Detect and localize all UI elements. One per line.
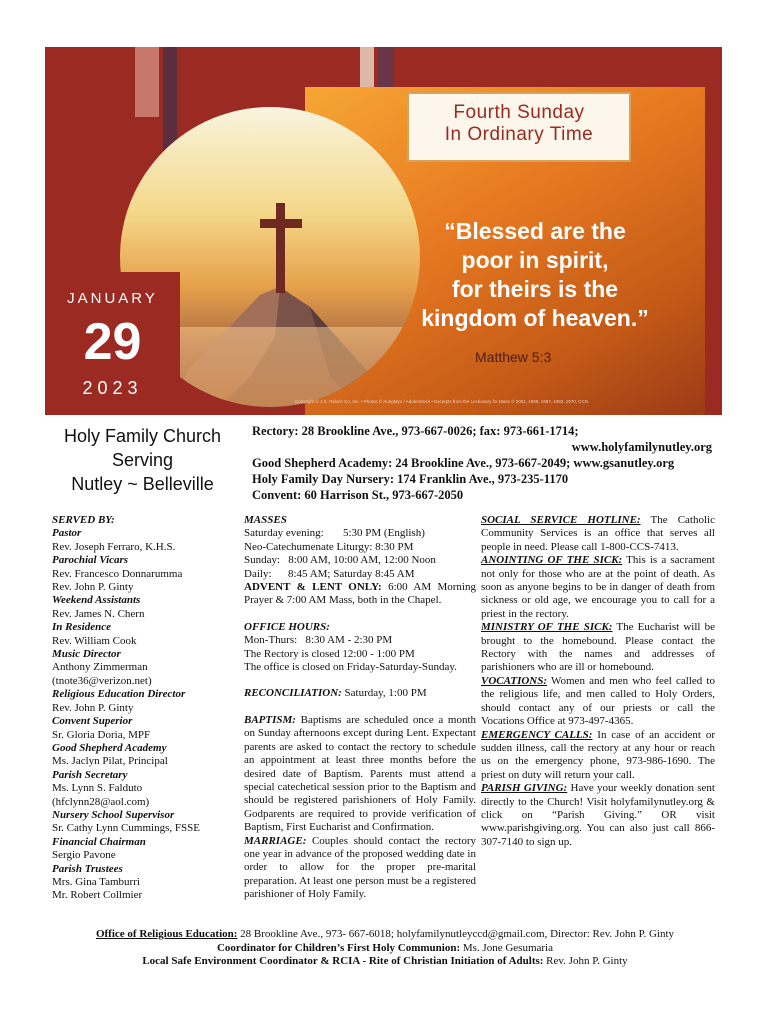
role-label: Pastor xyxy=(52,527,82,540)
safe-text: Rev. John P. Ginty xyxy=(543,955,628,967)
staff-name: Rev. Francesco Donnarumma xyxy=(52,567,183,580)
convent-address: Convent: 60 Harrison St., 973-667-2050 xyxy=(252,488,464,502)
reconciliation-note xyxy=(244,687,476,700)
reconciliation-label: RECONCILIATION: xyxy=(244,687,342,700)
sick-ministry-text: The Eucharist will be brought to the homebound. Please contact the Rectory with the names and addresses of parishioners who are ill or homebound. xyxy=(481,621,715,674)
emergency-label: EMERGENCY CALLS: xyxy=(481,728,593,741)
date-month: JANUARY xyxy=(67,290,158,307)
staff-email: (tnote36@verizon.net) xyxy=(52,674,152,687)
safe-label: Local Safe Environment Coordinator & RCIA - Rite of Christian Initiation of Adults: xyxy=(142,955,544,967)
academy-address: Good Shepherd Academy: 24 Brookline Ave., 973-667-2049; www.gsanutley.org xyxy=(252,456,675,470)
hotline-note xyxy=(481,514,715,554)
staff-name: Anthony Zimmerman xyxy=(52,661,148,674)
staff-name: Ms. Jaclyn Pilat, Principal xyxy=(52,755,168,768)
schedule-column xyxy=(244,514,476,902)
communion-coordinator xyxy=(45,942,725,956)
staff-column xyxy=(52,514,242,903)
staff-name: Sr. Cathy Lynn Cummings, FSSE xyxy=(52,822,200,835)
office-hours-line: The Rectory is closed 12:00 - 1:00 PM xyxy=(244,647,415,660)
date-year: 2023 xyxy=(82,378,143,398)
role-label: Music Director xyxy=(52,648,121,661)
marriage-text: Couples should contact the rectory one year in advance of the proposed wedding date in order to allow for the proper pre-marital preparation. At least one person must be a registered parishioner of Holy Family. xyxy=(244,834,476,901)
baptism-text: Baptisms are scheduled once a month on Sunday afternoons except during Lent. Expectant parents are asked to contact the rectory to schedule an appointment at least three months before the desired date of Baptism. Parents must attend a special catechetical session prior to the Baptism and should be registered parishioners of Holy Family. Godparents are required to provide verification of Baptism, First Eucharist and Confirmation. xyxy=(244,713,476,834)
role-label: In Residence xyxy=(52,621,111,634)
sick-ministry-note xyxy=(481,621,715,675)
vocations-label: VOCATIONS: xyxy=(481,674,548,687)
staff-heading: SERVED BY: xyxy=(52,514,115,526)
church-serving: Serving xyxy=(111,450,174,470)
website-link[interactable]: www.holyfamilynutley.org xyxy=(571,440,712,454)
spacer xyxy=(244,608,476,621)
marriage-note xyxy=(244,835,476,902)
reconciliation-text: Saturday, 1:00 PM xyxy=(341,687,427,700)
staff-name: Mr. Robert Collmier xyxy=(52,889,143,902)
staff-name: Sr. Gloria Doria, MPF xyxy=(52,728,151,741)
ministry-column xyxy=(481,514,715,849)
staff-name: Sergio Pavone xyxy=(52,849,116,862)
scripture-citation: Matthew 5:3 xyxy=(475,349,552,365)
giving-text: Have your weekly donation sent directly to the Church! Visit holyfamilynutley.org & click on “Parish Giving.” OR visit www.parishgiving.org. You can also just call 866-307-7140 to sign up. xyxy=(481,782,715,848)
quote-line: kingdom of heaven.” xyxy=(421,305,649,331)
role-label: Convent Superior xyxy=(52,715,133,728)
advent-text: 6:00 AM Morning Prayer & 7:00 AM Mass, both in the Chapel. xyxy=(244,581,476,607)
staff-name: Mrs. Gina Tamburri xyxy=(52,875,140,888)
anointing-label: ANOINTING OF THE SICK: xyxy=(481,554,623,567)
sick-ministry-label: MINISTRY OF THE SICK: xyxy=(481,621,613,634)
religious-ed-office xyxy=(45,928,725,942)
image-copyright: Copyright © J.S. Paluch Co. Inc. • Photos © AungMyo / AdobeStock • Excerpts from the Lectionary for Mass © 2001, 1998, 1997, 1992, 1970, CCD. xyxy=(295,399,590,404)
giving-label: PARISH GIVING: xyxy=(481,782,568,795)
religious-ed-text: 28 Brookline Ave., 973- 667-6018; holyfamilynutleyccd@gmail.com, Director: Rev. John P. Ginty xyxy=(237,928,675,940)
staff-name: Rev. William Cook xyxy=(52,634,137,647)
quote-line: “Blessed are the xyxy=(444,218,626,244)
office-hours-heading: OFFICE HOURS: xyxy=(244,620,330,633)
nursery-address: Holy Family Day Nursery: 174 Franklin Ave., 973-235-1170 xyxy=(252,472,569,486)
mass-time: Neo-Catechumenate Liturgy: 8:30 PM xyxy=(244,540,414,553)
cross-icon xyxy=(258,203,304,293)
church-name: Holy Family Church xyxy=(63,426,222,446)
date-block xyxy=(45,272,180,415)
advent-lent-note xyxy=(244,581,476,608)
quote-line: poor in spirit, xyxy=(461,247,609,273)
quote-line: for theirs is the xyxy=(451,276,619,302)
decorative-stripe xyxy=(135,47,159,117)
emergency-text: In case of an accident or sudden illness, call the rectory at any hour or reach us on the emergency phone, 973-986-1690. The priest on duty will return your call. xyxy=(481,728,715,781)
staff-email: (hfclynn28@aol.com) xyxy=(52,795,150,808)
title-line-2: In Ordinary Time xyxy=(444,124,594,145)
vocations-note xyxy=(481,675,715,729)
marriage-label: MARRIAGE: xyxy=(244,834,307,847)
bulletin-cover-banner xyxy=(45,47,722,415)
role-label: Nursery School Supervisor xyxy=(52,808,175,821)
staff-name: Ms. Lynn S. Falduto xyxy=(52,782,143,795)
advent-label: ADVENT & LENT ONLY: xyxy=(244,581,382,594)
hotline-label: SOCIAL SERVICE HOTLINE: xyxy=(481,514,641,526)
anointing-note xyxy=(481,554,715,621)
date-day: 29 xyxy=(83,313,142,371)
contact-block xyxy=(252,423,712,503)
role-label: Parish Trustees xyxy=(52,862,123,875)
hotline-text: The Catholic Community Services is an office that serves all people in need. Please call 1-800-CCS-7413. xyxy=(481,514,715,553)
role-label: Parish Secretary xyxy=(52,768,128,781)
baptism-label: BAPTISM: xyxy=(244,713,296,726)
rectory-address: Rectory: 28 Brookline Ave., 973-667-0026; fax: 973-661-1714; xyxy=(252,424,579,438)
church-towns: Nutley ~ Belleville xyxy=(71,474,214,494)
giving-note xyxy=(481,782,715,849)
masses-heading: MASSES xyxy=(244,514,287,526)
title-line-1: Fourth Sunday xyxy=(453,102,585,123)
safe-environment-coordinator xyxy=(45,955,725,969)
emergency-note xyxy=(481,729,715,783)
church-name-block xyxy=(45,424,240,496)
staff-name: Rev. James N. Chern xyxy=(52,607,145,620)
role-label: Religious Education Director xyxy=(52,688,186,701)
mass-time: Sunday: 8:00 AM, 10:00 AM, 12:00 Noon xyxy=(244,554,436,567)
staff-name: Rev. John P. Ginty xyxy=(52,701,134,714)
religious-ed-label: Office of Religious Education: xyxy=(95,928,238,940)
communion-label: Coordinator for Children’s First Holy Communion: xyxy=(216,941,461,954)
role-label: Financial Chairman xyxy=(52,835,146,848)
baptism-note xyxy=(244,714,476,835)
liturgical-title-box xyxy=(407,92,631,162)
communion-text: Ms. Jone Gesumaria xyxy=(460,941,553,954)
spacer xyxy=(244,674,476,687)
office-hours-line: Mon-Thurs: 8:30 AM - 2:30 PM xyxy=(244,634,393,647)
office-hours-line: The office is closed on Friday-Saturday-Sunday. xyxy=(244,661,457,674)
staff-name: Rev. John P. Ginty xyxy=(52,581,134,594)
mass-time: Saturday evening: 5:30 PM (English) xyxy=(244,527,425,540)
role-label: Weekend Assistants xyxy=(52,594,141,607)
staff-name: Rev. Joseph Ferraro, K.H.S. xyxy=(52,540,176,553)
vocations-text: Women and men who feel called to the religious life, and men called to Holy Orders, should contact any of our priests or call the Vocations Office at 973-497-4365. xyxy=(481,674,715,728)
footer xyxy=(45,928,725,969)
scripture-quote xyxy=(395,217,675,333)
role-label: Parochial Vicars xyxy=(52,554,129,567)
spacer xyxy=(244,701,476,714)
anointing-text: This is a sacrament not only for those who are at the point of death. As soon as anyone begins to be in danger of death from sickness or old age, we encourage you to call for a priest in the rectory. xyxy=(481,554,715,620)
mass-time: Daily: 8:45 AM; Saturday 8:45 AM xyxy=(244,567,415,580)
role-label: Good Shepherd Academy xyxy=(52,741,167,754)
